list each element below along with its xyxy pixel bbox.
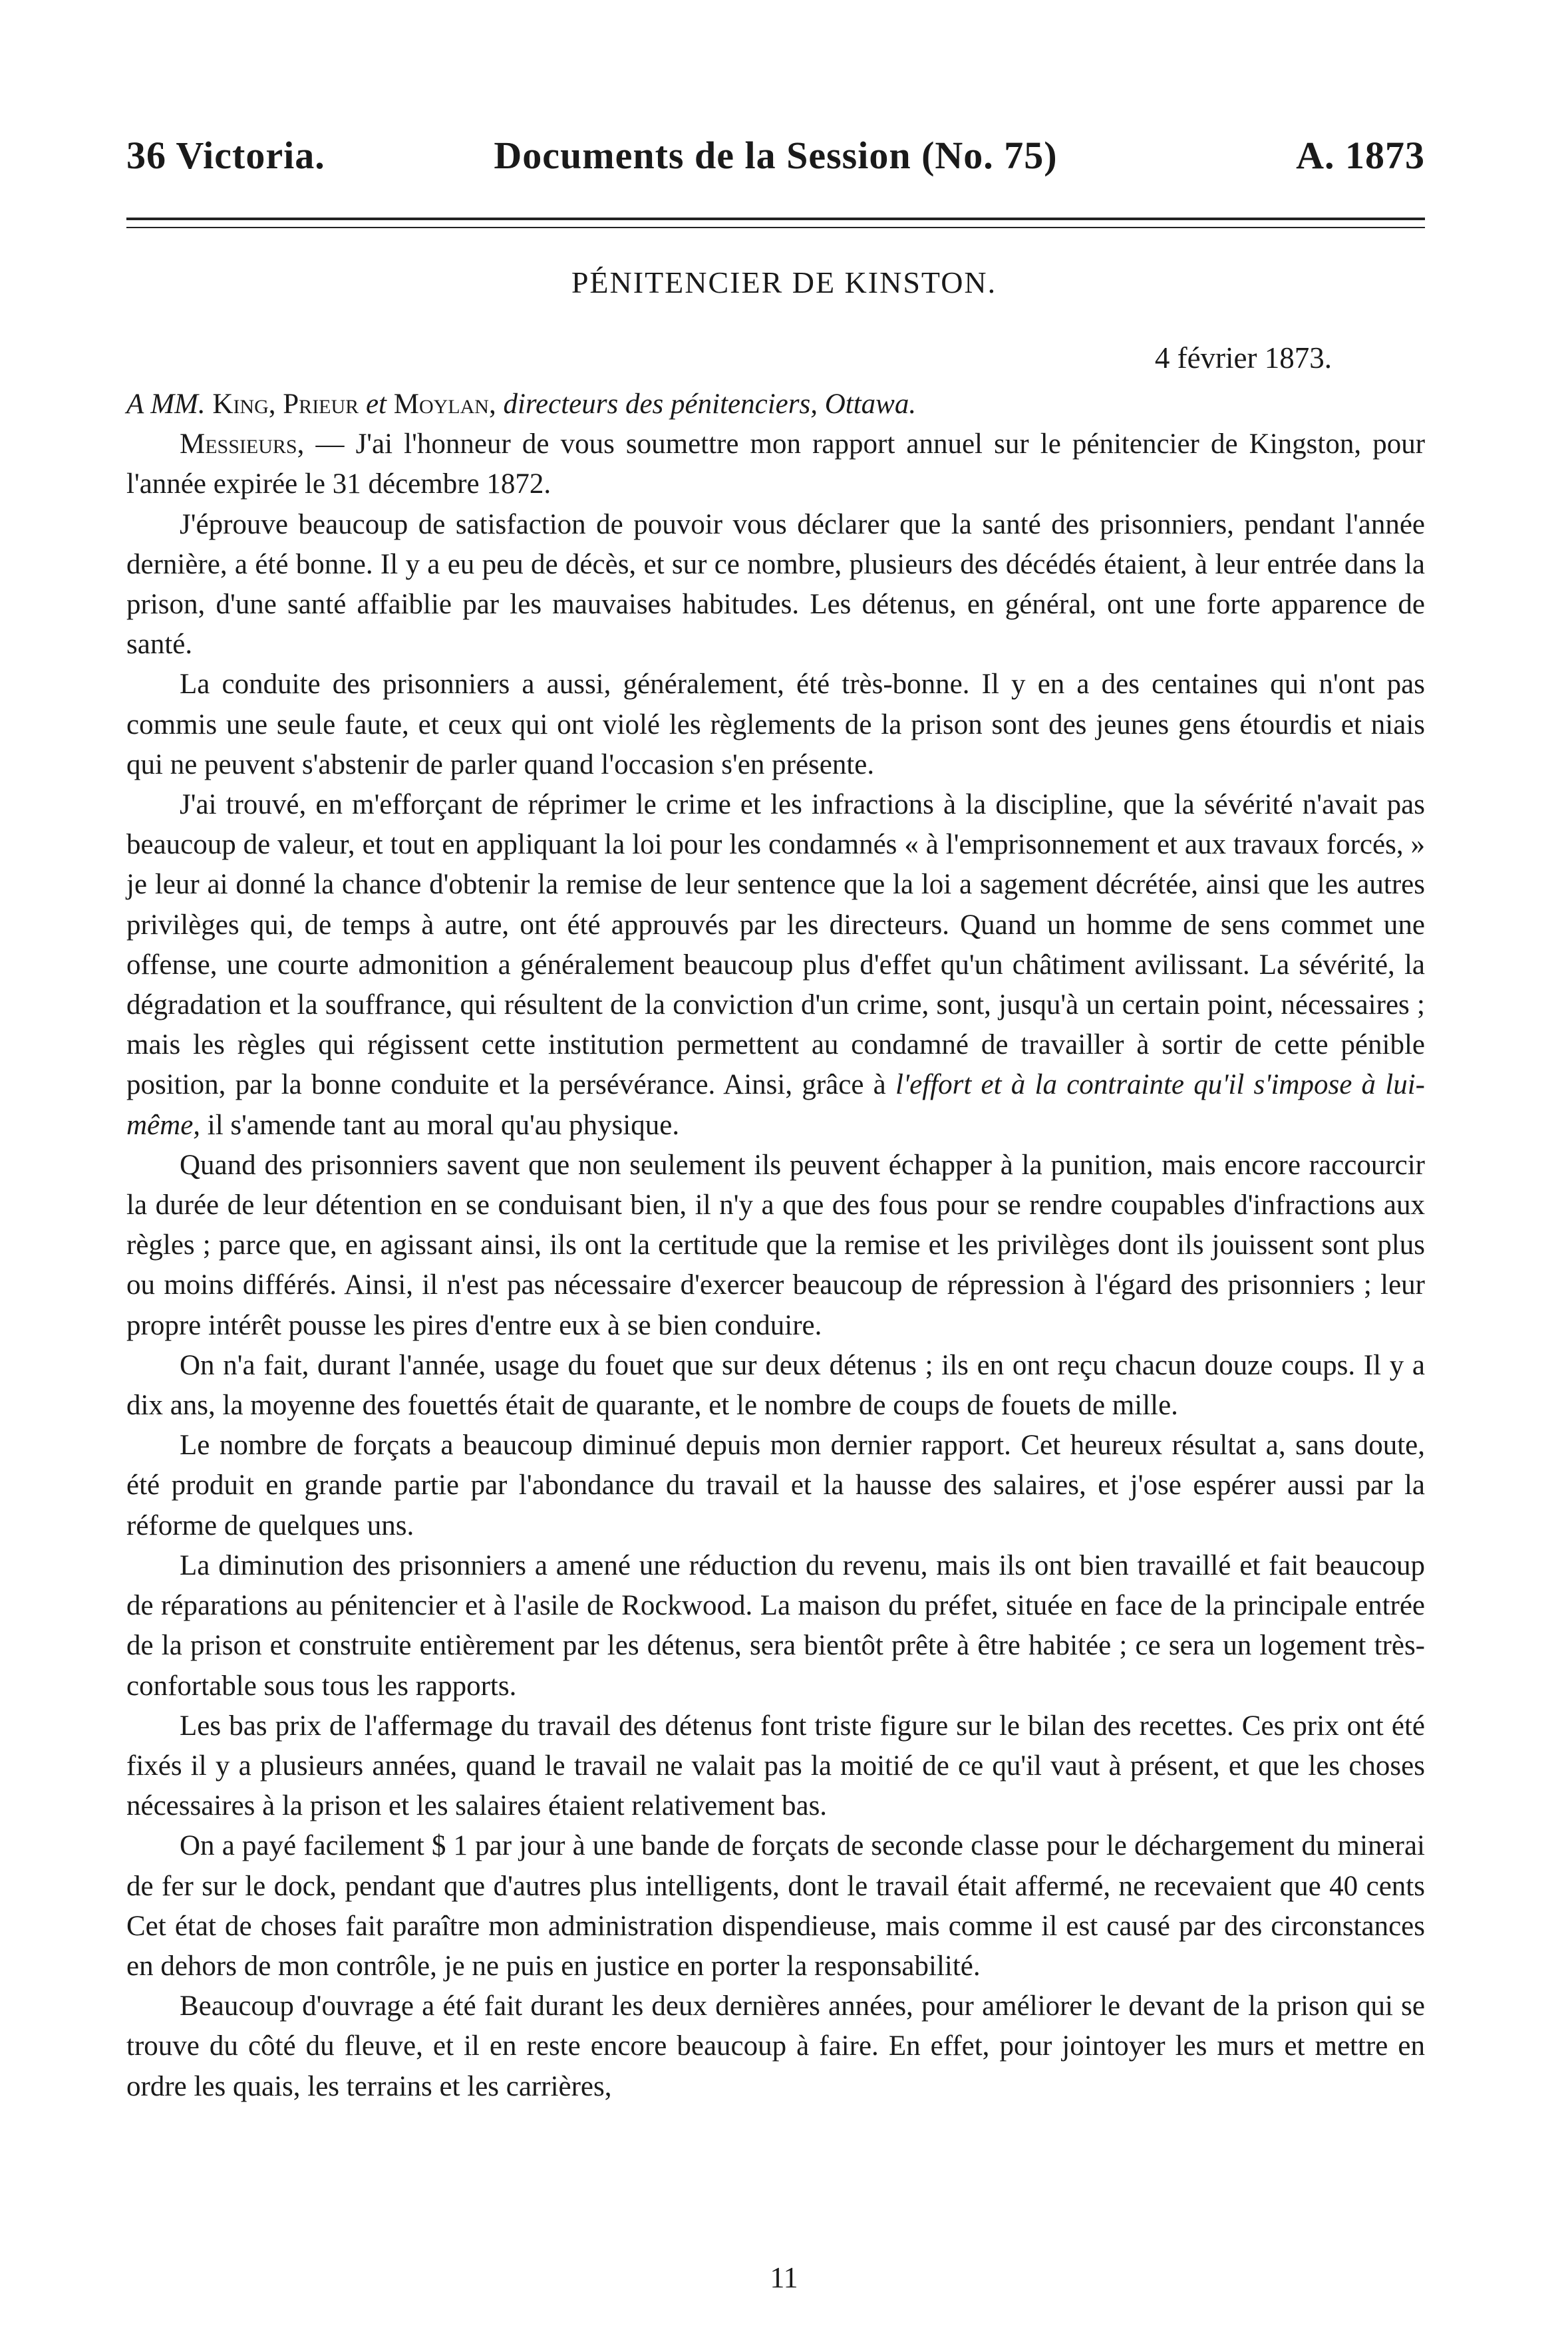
header-year: A. 1873 [1296, 134, 1425, 177]
paragraph-8: La diminution des prisonniers a amené une réduction du revenu, mais ils ont bien travaillé et fait beaucoup de réparations au pénitencier et à l'asile de Rockwood. La maison du préfet, située en face de la principale entrée de la prison et construite entièrement par les détenus, sera bientôt prête à être habitée ; ce sera un logement très-confortable sous tous les rapports. [126, 1549, 1425, 1702]
paragraph-4-text: J'ai trouvé, en m'efforçant de réprimer le crime et les infractions à la discipline, que la sévérité n'avait pas beaucoup de valeur, et tout en appliquant la loi pour les condamnés « à l'emprisonnement et aux travaux forcés, » je leur ai donné la chance d'obtenir la remise de leur sentence que la loi a sagement décrétée, ainsi que les autres privilèges qui, de temps à autre, ont été approuvés par les directeurs. Quand un homme de sens commet une offense, une courte admonition a généralement beaucoup plus d'effet qu'un châtiment avilissant. La sévérité, la dégradation et la souffrance, qui résultent de la conviction d'un crime, sont, jusqu'à un certain point, nécessaires ; mais les règles qui régissent cette institution permettent au condamné de travailler à sortir de cette pénible position, par la bonne conduite et la persévérance. Ainsi, grâce à [126, 789, 1425, 1101]
address-role: directeurs des pénitenciers, Ottawa. [503, 389, 917, 420]
address-et: et [365, 389, 387, 420]
paragraph-5: Quand des prisonniers savent que non seulement ils peuvent échapper à la punition, mais encore raccourcir la durée de leur détention en se conduisant bien, il n'y a que des fous pour se rendre coupables d'infractions aux règles ; parce que, en agissant ainsi, ils ont la certitude que la remise et les privilèges dont ils jouissent sont plus ou moins différés. Ainsi, il n'est pas nécessaire d'exercer beaucoup de répression à l'égard des prisonniers ; leur propre intérêt pousse les pires d'entre eux à se bien conduire. [126, 1149, 1425, 1341]
address-prefix: A MM. [126, 389, 206, 420]
header-documents: Documents de la Session (No. 75) [494, 134, 1058, 177]
paragraph-4-italic: l'effort et à la contrainte qu'il s'impose à lui-même, [126, 1069, 1425, 1141]
paragraph-3: La conduite des prisonniers a aussi, généralement, été très-bonne. Il y en a des centaines qui n'ont pas commis une seule faute, et ceux qui ont violé les règlements de la prison sont des jeunes gens étourdis et niais qui ne peuvent s'abstenir de parler quand l'occasion s'en présente. [126, 669, 1425, 780]
paragraph-1-text: — J'ai l'honneur de vous soumettre mon rapport annuel sur le pénitencier de Kingston, pour l'année expirée le 31 décembre 1872. [126, 428, 1426, 500]
address-names: King, Prieur [212, 389, 359, 420]
paragraph-10: On a payé facilement $ 1 par jour à une bande de forçats de seconde classe pour le déchargement du minerai de fer sur le dock, pendant que d'autres plus intelligents, dont le travail était affermé, ne recevaient que 40 cents Cet état de choses fait paraître mon administration dispendieuse, mais comme il est causé par des circonstances en dehors de mon contrôle, je ne puis en justice en porter la responsabilité. [126, 1830, 1425, 1982]
header-session: 36 Victoria. [126, 134, 325, 177]
letter-date: 4 février 1873. [1154, 341, 1332, 375]
header-rule-thin [126, 227, 1425, 228]
running-header [126, 133, 1425, 180]
page-title: PÉNITENCIER DE KINSTON. [571, 265, 997, 299]
paragraph-2: J'éprouve beaucoup de satisfaction de pouvoir vous déclarer que la santé des prisonniers, pendant l'année dernière, a été bonne. Il y a eu peu de décès, et sur ce nombre, plusieurs des décédés étaient, à leur entrée dans la prison, d'une santé affaiblie par les mauvaises habitudes. Les détenus, en général, ont une forte apparence de santé. [126, 508, 1425, 661]
letter-body [126, 385, 1425, 2107]
paragraph-7: Le nombre de forçats a beaucoup diminué depuis mon dernier rapport. Cet heureux résultat a, sans doute, été produit en grande partie par l'abondance du travail et la hausse des salaires, et j'ose espérer aussi par la réforme de quelques uns. [126, 1430, 1425, 1541]
paragraph-6: On n'a fait, durant l'année, usage du fouet que sur deux détenus ; ils en ont reçu chacun douze coups. Il y a dix ans, la moyenne des fouettés était de quarante, et le nombre de coups de fouets de mille. [126, 1349, 1425, 1422]
paragraph-9: Les bas prix de l'affermage du travail des détenus font triste figure sur le bilan des recettes. Ces prix ont été fixés il y a plusieurs années, quand le travail ne valait pas la moitié de ce qu'il vaut à présent, et que les choses nécessaires à la prison et les salaires étaient relativement bas. [126, 1710, 1425, 1822]
paragraph-1 [126, 424, 1425, 504]
paragraph-4 [126, 785, 1425, 1146]
paragraph-4-end: il s'amende tant au moral qu'au physique. [207, 1109, 680, 1141]
header-rule-thick [126, 218, 1425, 220]
paragraph-11: Beaucoup d'ouvrage a été fait durant les deux dernières années, pour améliorer le devant de la prison qui se trouve du côté du fleuve, et il en reste encore beaucoup à faire. En effet, pour jointoyer les murs et mettre en ordre les quais, les terrains et les carrières, [126, 1990, 1425, 2102]
page-number: 11 [770, 2261, 798, 2294]
address-line [126, 385, 1425, 424]
salutation: Messieurs, [180, 428, 305, 460]
address-name-last: Moylan, [393, 389, 496, 420]
